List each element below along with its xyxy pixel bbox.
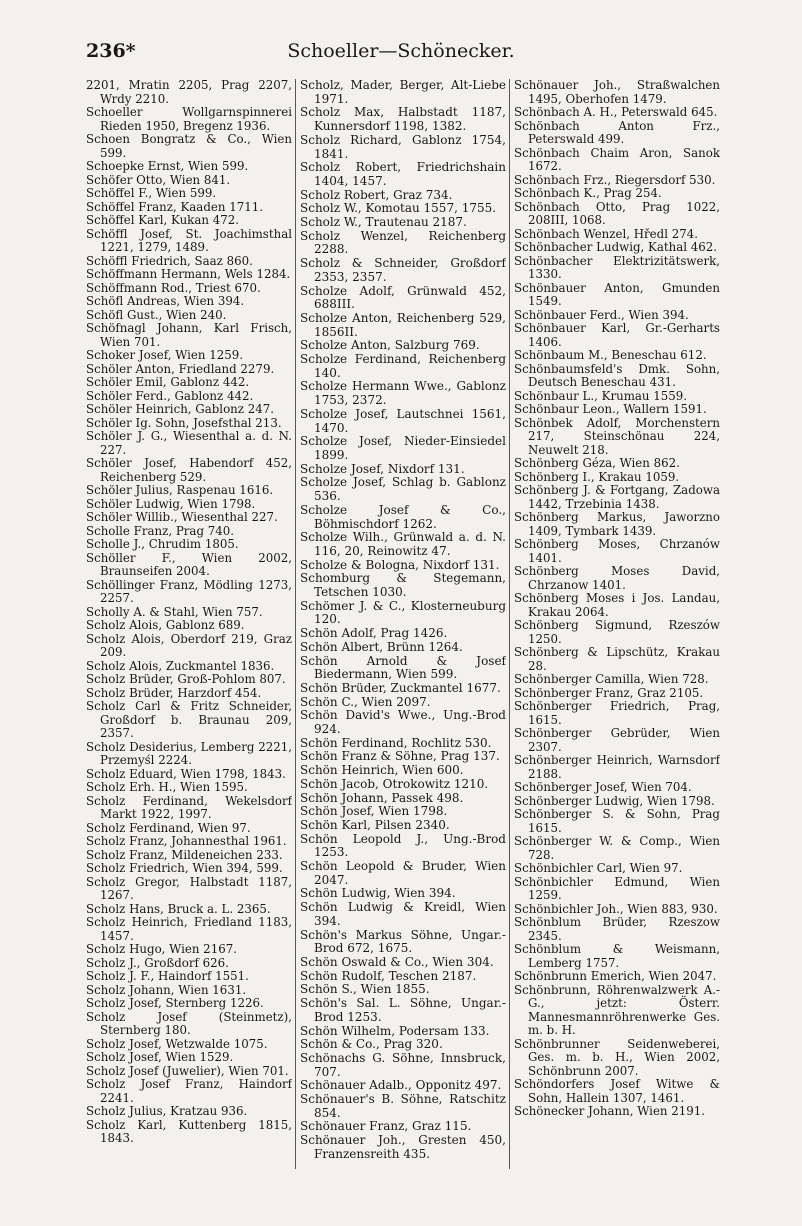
directory-entry: Schön David's Wwe., Ung.-Brod 924. <box>300 708 506 737</box>
directory-entry: Schönberg Géza, Wien 862. <box>514 456 680 470</box>
directory-entry: Scholz W., Komotau 1557, 1755. <box>300 201 497 216</box>
directory-entry: Scholze Josef & Co., Böhmischdorf 1262. <box>300 502 506 531</box>
directory-entry: Scholze Hermann Wwe., Gablonz 1753, 2372. <box>300 379 506 408</box>
directory-entry: Schönberg Moses David, Chrzanow 1401. <box>514 564 720 592</box>
directory-entry: Schönbach A. H., Peterswald 645. <box>514 105 718 119</box>
directory-entry: Schöler Emil, Gablonz 442. <box>86 375 250 389</box>
directory-entry: Schönbrunn Emerich, Wien 2047. <box>514 969 717 983</box>
directory-entry: Scholz Josef, Wetzwalde 1075. <box>86 1036 268 1051</box>
directory-entry: Schönbauer Anton, Gmunden 1549. <box>514 280 720 308</box>
directory-entry: Scholze Ferdinand, Reichenberg 140. <box>300 352 506 380</box>
directory-entry: Schön Rudolf, Teschen 2187. <box>300 968 477 983</box>
directory-entry: Scholz Franz, Mildeneichen 233. <box>86 847 283 862</box>
directory-entry: Scholle Franz, Prag 740. <box>86 523 235 538</box>
directory-entry: Schön Arnold & Josef Biedermann, Wien 599. <box>300 653 506 682</box>
directory-entry: Schönberg J. & Fortgang, Zadowa 1442, Trzebinia 1438. <box>514 483 720 511</box>
directory-entry: Scholz, Mader, Berger, Alt-Liebe 1971. <box>300 79 506 106</box>
directory-entry: Scholz Alois, Zuckmantel 1836. <box>86 658 275 673</box>
directory-entry: Schöffmann Hermann, Wels 1284. <box>86 267 291 281</box>
directory-entry: Schönecker Johann, Wien 2191. <box>514 1104 706 1118</box>
directory-entry: Scholze Wilh., Grünwald a. d. N. 116, 20, Reinowitz 47. <box>300 530 506 558</box>
directory-entry: Scholz Friedrich, Wien 394, 599. <box>86 861 283 875</box>
directory-entry: Scholz Wenzel, Reichenberg 2288. <box>300 228 506 257</box>
directory-entry: 2201, Mratin 2205, Prag 2207, Wrdy 2210. <box>86 79 292 106</box>
directory-entry: Schönbaumsfeld's Dmk. Sohn, Deutsch Beneschau 431. <box>514 361 720 389</box>
directory-entry: Schönbauer Karl, Gr.-Gerharts 1406. <box>514 321 720 349</box>
directory-entry: Scholz Ferdinand, Wekelsdorf Markt 1922, 1997. <box>86 793 292 821</box>
directory-entry: Scholze Anton, Reichenberg 529, 1856II. <box>300 310 506 339</box>
directory-entry: Schönauer Franz, Graz 115. <box>300 1119 472 1134</box>
directory-columns <box>86 79 726 1169</box>
directory-entry: Schön Wilhelm, Podersam 133. <box>300 1023 490 1038</box>
directory-entry: Schönachs G. Söhne, Innsbruck, 707. <box>300 1050 506 1079</box>
directory-entry: Schoen Bongratz & Co., Wien 599. <box>86 132 292 160</box>
directory-entry: Schöler Anton, Friedland 2279. <box>86 361 275 376</box>
directory-entry: Scholze Josef, Lautschnei 1561, 1470. <box>300 406 506 435</box>
directory-entry: Scholz Robert, Graz 734. <box>300 187 453 202</box>
directory-entry: Scholz & Schneider, Großdorf 2353, 2357. <box>300 256 506 284</box>
page-header <box>0 38 802 68</box>
directory-entry: Schön Ferdinand, Rochlitz 530. <box>300 735 492 750</box>
directory-entry: Schömer J. & C., Klosterneuburg 120. <box>300 598 506 627</box>
column-divider <box>295 79 296 1169</box>
directory-entry: Scholze Josef, Schlag b. Gablonz 536. <box>300 475 506 504</box>
directory-entry: Schön C., Wien 2097. <box>300 694 431 709</box>
directory-entry: Schönbek Adolf, Morchenstern 217, Steinschönau 224, Neuwelt 218. <box>514 415 720 457</box>
column-2 <box>300 79 506 1169</box>
directory-entry: Scholz Richard, Gablonz 1754, 1841. <box>300 132 506 161</box>
directory-entry: Schönbacher Elektrizitätswerk, 1330. <box>514 253 720 281</box>
directory-entry: Schönbaur Leon., Wallern 1591. <box>514 402 707 416</box>
directory-entry: Schönbach Anton Frz., Peterswald 499. <box>514 118 720 146</box>
directory-entry: Scholz Karl, Kuttenberg 1815, 1843. <box>86 1117 292 1145</box>
directory-entry: Schöler Julius, Raspenau 1616. <box>86 483 274 497</box>
directory-entry: Schönberger Gebrüder, Wien 2307. <box>514 726 720 754</box>
directory-entry: Schön Josef, Wien 1798. <box>300 804 448 819</box>
directory-entry: Scholz Robert, Friedrichshain 1404, 1457. <box>300 160 506 188</box>
directory-entry: Scholz Josef, Wien 1529. <box>86 1050 234 1064</box>
directory-entry: Schönbrunn, Röhrenwalzwerk A.-G., jetzt: Österr. Mannesmannröhrenwerke Ges. m. b. H. <box>514 982 720 1037</box>
directory-entry: Scholz W., Trautenau 2187. <box>300 215 467 230</box>
directory-entry: Scholz Franz, Johannesthal 1961. <box>86 834 287 848</box>
directory-entry: Schön Franz & Söhne, Prag 137. <box>300 749 500 764</box>
directory-entry: Schoeller Wollgarnspinnerei Rieden 1950, Bregenz 1936. <box>86 105 292 133</box>
directory-entry: Scholz Hans, Bruck a. L. 2365. <box>86 901 271 916</box>
directory-entry: Schöffel Karl, Kukan 472. <box>86 213 239 227</box>
directory-entry: Schönberg I., Krakau 1059. <box>514 469 680 484</box>
directory-entry: Schön Brüder, Zuckmantel 1677. <box>300 680 501 695</box>
directory-entry: Scholz Gregor, Halbstadt 1187, 1267. <box>86 874 292 902</box>
directory-entry: Scholz J., Großdorf 626. <box>86 955 229 970</box>
directory-entry: Schöler Josef, Habendorf 452, Reichenberg 529. <box>86 456 292 484</box>
directory-entry: Scholle J., Chrudim 1805. <box>86 537 239 551</box>
directory-entry: Schön Oswald & Co., Wien 304. <box>300 955 494 969</box>
directory-entry: Scholz Hugo, Wien 2167. <box>86 942 237 956</box>
directory-entry: Schöfl Gust., Wien 240. <box>86 307 227 322</box>
directory-entry: Schönauer Joh., Gresten 450, Franzensreith 435. <box>300 1133 506 1161</box>
directory-entry: Schön Karl, Pilsen 2340. <box>300 817 450 832</box>
directory-entry: Scholze Anton, Salzburg 769. <box>300 338 480 353</box>
directory-entry: Schönberger Josef, Wien 704. <box>514 780 692 794</box>
directory-entry: Scholz Johann, Wien 1631. <box>86 982 247 997</box>
directory-entry: Scholz Julius, Kratzau 936. <box>86 1104 248 1118</box>
directory-entry: Schön Jacob, Otrokowitz 1210. <box>300 776 489 791</box>
directory-entry: Schöllinger Franz, Mödling 1273, 2257. <box>86 577 292 605</box>
directory-entry: Scholz Heinrich, Friedland 1183, 1457. <box>86 915 292 943</box>
directory-entry: Scholz Desiderius, Lemberg 2221, Przemyśl 2224. <box>86 739 292 767</box>
directory-entry: Schönberger Camilla, Wien 728. <box>514 672 709 686</box>
directory-entry: Schöfnagl Johann, Karl Frisch, Wien 701. <box>86 321 292 349</box>
directory-entry: Scholz Erh. H., Wien 1595. <box>86 780 248 794</box>
directory-entry: Schön Ludwig & Kreidl, Wien 394. <box>300 900 506 928</box>
directory-entry: Schön Johann, Passek 498. <box>300 790 464 805</box>
directory-entry: Scholz Max, Halbstadt 1187, Kunnersdorf 1198, 1382. <box>300 105 506 134</box>
directory-entry: Schönberg Moses, Chrzanów 1401. <box>514 537 720 565</box>
directory-entry: Schön Ludwig, Wien 394. <box>300 886 456 901</box>
directory-entry: Schönberger S. & Sohn, Prag 1615. <box>514 807 720 835</box>
directory-entry: Schöffl Friedrich, Saaz 860. <box>86 253 253 268</box>
directory-entry: Schön Leopold & Bruder, Wien 2047. <box>300 859 506 887</box>
directory-entry: Schöfer Otto, Wien 841. <box>86 172 231 187</box>
directory-entry: Schön Leopold J., Ung.-Brod 1253. <box>300 831 506 860</box>
directory-entry: Scholz Josef (Juwelier), Wien 701. <box>86 1063 289 1078</box>
directory-entry: Schöffmann Rod., Triest 670. <box>86 280 261 295</box>
directory-entry: Scholz Brüder, Harzdorf 454. <box>86 685 262 700</box>
directory-entry: Schönauer Joh., Straßwalchen 1495, Oberhofen 1479. <box>514 79 720 106</box>
directory-entry: Schoker Josef, Wien 1259. <box>86 348 244 362</box>
directory-entry: Schönbichler Joh., Wien 883, 930. <box>514 901 718 916</box>
directory-entry: Schön Adolf, Prag 1426. <box>300 626 448 641</box>
directory-entry: Schön's Sal. L. Söhne, Ungar.-Brod 1253. <box>300 996 506 1024</box>
directory-entry: Scholz J. F., Haindorf 1551. <box>86 969 249 983</box>
directory-entry: Scholze Adolf, Grünwald 452, 688III. <box>300 283 506 312</box>
directory-entry: Schöler Ludwig, Wien 1798. <box>86 496 256 511</box>
directory-entry: Schöffl Josef, St. Joachimsthal 1221, 1279, 1489. <box>86 226 292 254</box>
directory-entry: Schöler Heinrich, Gablonz 247. <box>86 402 275 416</box>
directory-entry: Schönbaum M., Beneschau 612. <box>514 348 707 362</box>
directory-entry: Schöler J. G., Wiesenthal a. d. N. 227. <box>86 429 292 457</box>
directory-entry: Schönbichler Edmund, Wien 1259. <box>514 874 720 902</box>
directory-entry: Schönbauer Ferd., Wien 394. <box>514 307 689 322</box>
directory-entry: Schön Heinrich, Wien 600. <box>300 763 464 778</box>
directory-entry: Schönbach K., Prag 254. <box>514 186 662 200</box>
directory-entry: Scholze Josef, Nixdorf 131. <box>300 461 465 476</box>
directory-entry: Schönauer Adalb., Opponitz 497. <box>300 1078 502 1093</box>
directory-entry: Schön S., Wien 1855. <box>300 982 430 997</box>
directory-entry: Schönberger Ludwig, Wien 1798. <box>514 793 715 808</box>
directory-entry: Schöffel F., Wien 599. <box>86 186 217 200</box>
directory-entry: Schönbach Chaim Aron, Sanok 1672. <box>514 145 720 173</box>
directory-entry: Scholz Josef Franz, Haindorf 2241. <box>86 1077 292 1105</box>
directory-entry: Schöler Ig. Sohn, Josefsthal 213. <box>86 415 282 430</box>
directory-entry: Scholz Carl & Fritz Schneider, Großdorf b. Braunau 209, 2357. <box>86 699 292 740</box>
directory-entry: Schoepke Ernst, Wien 599. <box>86 159 249 173</box>
directory-entry: Schönberg Moses i Jos. Landau, Krakau 2064. <box>514 591 720 619</box>
directory-entry: Schönblum Brüder, Rzeszow 2345. <box>514 915 720 943</box>
directory-entry: Schomburg & Stegemann, Tetschen 1030. <box>300 571 506 600</box>
running-title: Schoeller—Schönecker. <box>287 40 515 62</box>
page-number: 236* <box>86 40 136 62</box>
column-3 <box>514 79 720 1169</box>
directory-entry: Schönbichler Carl, Wien 97. <box>514 861 683 875</box>
directory-entry: Schönbach Otto, Prag 1022, 208III, 1068. <box>514 199 720 227</box>
directory-entry: Schönberger Heinrich, Warnsdorf 2188. <box>514 753 720 781</box>
directory-entry: Scholz Brüder, Groß-Pohlom 807. <box>86 672 286 686</box>
directory-entry: Scholz Eduard, Wien 1798, 1843. <box>86 766 286 781</box>
directory-entry: Schönberger Franz, Graz 2105. <box>514 685 704 700</box>
directory-entry: Schönberger W. & Comp., Wien 728. <box>514 834 720 862</box>
directory-entry: Scholze Josef, Nieder-Einsiedel 1899. <box>300 434 506 462</box>
directory-entry: Schöffel Franz, Kaaden 1711. <box>86 199 263 214</box>
column-1 <box>86 79 292 1169</box>
directory-entry: Schönbaur L., Krumau 1559. <box>514 388 688 403</box>
directory-entry: Scholz Josef (Steinmetz), Sternberg 180. <box>86 1009 292 1037</box>
directory-entry: Schöller F., Wien 2002, Braunseifen 2004. <box>86 550 292 578</box>
directory-entry: Schönberger Friedrich, Prag, 1615. <box>514 699 720 727</box>
directory-entry: Schönbacher Ludwig, Kathal 462. <box>514 240 718 254</box>
directory-entry: Schön & Co., Prag 320. <box>300 1037 443 1052</box>
directory-entry: Scholly A. & Stahl, Wien 757. <box>86 604 263 619</box>
directory-entry: Schöndorfers Josef Witwe & Sohn, Hallein 1307, 1461. <box>514 1077 720 1105</box>
directory-entry: Schön Albert, Brünn 1264. <box>300 639 463 654</box>
directory-entry: Scholze & Bologna, Nixdorf 131. <box>300 557 500 572</box>
directory-entry: Schönblum & Weismann, Lemberg 1757. <box>514 942 720 970</box>
directory-entry: Schönbrunner Seidenweberei, Ges. m. b. H., Wien 2002, Schönbrunn 2007. <box>514 1036 720 1078</box>
directory-entry: Schön's Markus Söhne, Ungar.-Brod 672, 1675. <box>300 927 506 956</box>
directory-entry: Schöler Willib., Wiesenthal 227. <box>86 510 278 524</box>
directory-entry: Scholz Josef, Sternberg 1226. <box>86 996 264 1010</box>
directory-entry: Schönauer's B. Söhne, Ratschitz 854. <box>300 1092 506 1120</box>
directory-entry: Schöfl Andreas, Wien 394. <box>86 294 245 308</box>
directory-entry: Schönbach Frz., Riegersdorf 530. <box>514 172 716 187</box>
directory-entry: Schöler Ferd., Gablonz 442. <box>86 388 254 403</box>
directory-entry: Schönberg Sigmund, Rzeszów 1250. <box>514 618 720 646</box>
directory-entry: Schönberg Markus, Jaworzno 1409, Tymbark 1439. <box>514 510 720 538</box>
directory-entry: Scholz Alois, Oberdorf 219, Graz 209. <box>86 631 292 659</box>
directory-entry: Scholz Alois, Gablonz 689. <box>86 618 245 632</box>
directory-entry: Scholz Ferdinand, Wien 97. <box>86 820 251 835</box>
directory-entry: Schönbach Wenzel, Hředl 274. <box>514 226 698 241</box>
directory-entry: Schönberg & Lipschütz, Krakau 28. <box>514 645 720 673</box>
column-divider <box>509 79 510 1169</box>
